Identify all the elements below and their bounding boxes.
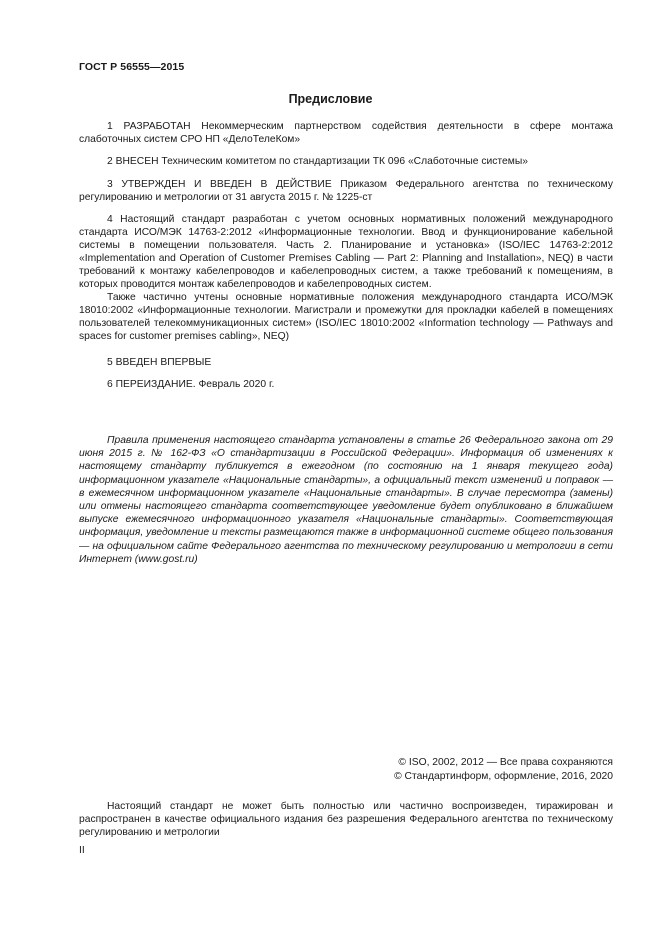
- preface-item-3: [79, 178, 613, 204]
- copyright-standartinform: © Стандартинформ, оформление, 2016, 2020: [394, 771, 613, 782]
- preface-item-2: [79, 155, 613, 168]
- preface-item-6-text: 6 ПЕРЕИЗДАНИЕ. Февраль 2020 г.: [107, 379, 275, 390]
- page-title: Предисловие: [288, 92, 373, 106]
- preface-item-2-text: 2 ВНЕСЕН Техническим комитетом по стандартизации ТК 096 «Слаботочные системы»: [107, 156, 528, 167]
- reproduction-notice: [79, 800, 613, 839]
- document-code: ГОСТ Р 56555—2015: [79, 61, 185, 73]
- preface-item-6: [79, 378, 613, 391]
- rules-of-application: [79, 434, 613, 566]
- preface-item-1-text: 1 РАЗРАБОТАН Некоммерческим партнерством содействия деятельности в сфере монтажа слаботочных систем СРО НП «ДелоТелеКом»: [79, 121, 613, 145]
- copyright-block: [394, 756, 613, 784]
- preface-item-1: [79, 120, 613, 146]
- rules-text: Правила применения настоящего стандарта установлены в статье 26 Федерального закона от 29 июня 2015 г. № 162-ФЗ «О стандартизации в Российской Федерации». Информация об изменениях к настоящему стандарту публикуется в ежегодном (по состоянию на 1 января текущего года) информационном указателе «Национальные стандарты», а официальный текст изменений и поправок — в ежемесячном информационном указателе «Национальные стандарты». В случае пересмотра (замены) или отмены настоящего стандарта соответствующее уведомление будет опубликовано в ближайшем выпуске ежемесячного информационного указателя «Национальные стандарты». Соответствующая информация, уведомление и тексты размещаются также в информационной системе общего пользования — на официальном сайте Федерального агентства по техническому регулированию и метрологии в сети Интернет (www.gost.ru): [79, 435, 613, 565]
- preface-item-4: [79, 213, 613, 343]
- preface-item-5-text: 5 ВВЕДЕН ВПЕРВЫЕ: [107, 357, 212, 368]
- preface-item-3-text: 3 УТВЕРЖДЕН И ВВЕДЕН В ДЕЙСТВИЕ Приказом Федерального агентства по техническому регулированию и метрологии от 31 августа 2015 г. № 1225-ст: [79, 179, 613, 203]
- preface-item-4-continuation: Также частично учтены основные нормативные положения международного стандарта ИСО/МЭК 18010:2002 «Информационные технологии. Магистрали и промежутки для прокладки кабелей в помещениях пользователей телекоммуникационных систем» (ISO/IEC 18010:2002 «Information technology — Pathways and spaces for customer premises cabling», NEQ): [79, 292, 613, 342]
- page-number: II: [79, 845, 85, 856]
- preface-item-5: [79, 356, 613, 369]
- reproduction-notice-text: Настоящий стандарт не может быть полностью или частично воспроизведен, тиражирован и распространен в качестве официального издания без разрешения Федерального агентства по техническому регулированию и метрологии: [79, 801, 613, 838]
- preface-item-4-text: 4 Настоящий стандарт разработан с учетом основных нормативных положений международного стандарта ИСО/МЭК 14763-2:2012 «Информационные технологии. Ввод и функционирование кабельной системы в помещении пользователя. Часть 2. Планирование и установка» (ISO/IEC 14763-2:2012 «Implementation and Operation of Customer Premises Cabling — Part 2: Planning and Installation», NEQ) в части требований к монтажу кабелепроводов и кабелепроводных систем, а также требований к помещениям, в которых проводится монтаж кабелепроводов и кабелепроводных систем.: [79, 214, 613, 290]
- copyright-iso: © ISO, 2002, 2012 — Все права сохраняются: [398, 757, 613, 768]
